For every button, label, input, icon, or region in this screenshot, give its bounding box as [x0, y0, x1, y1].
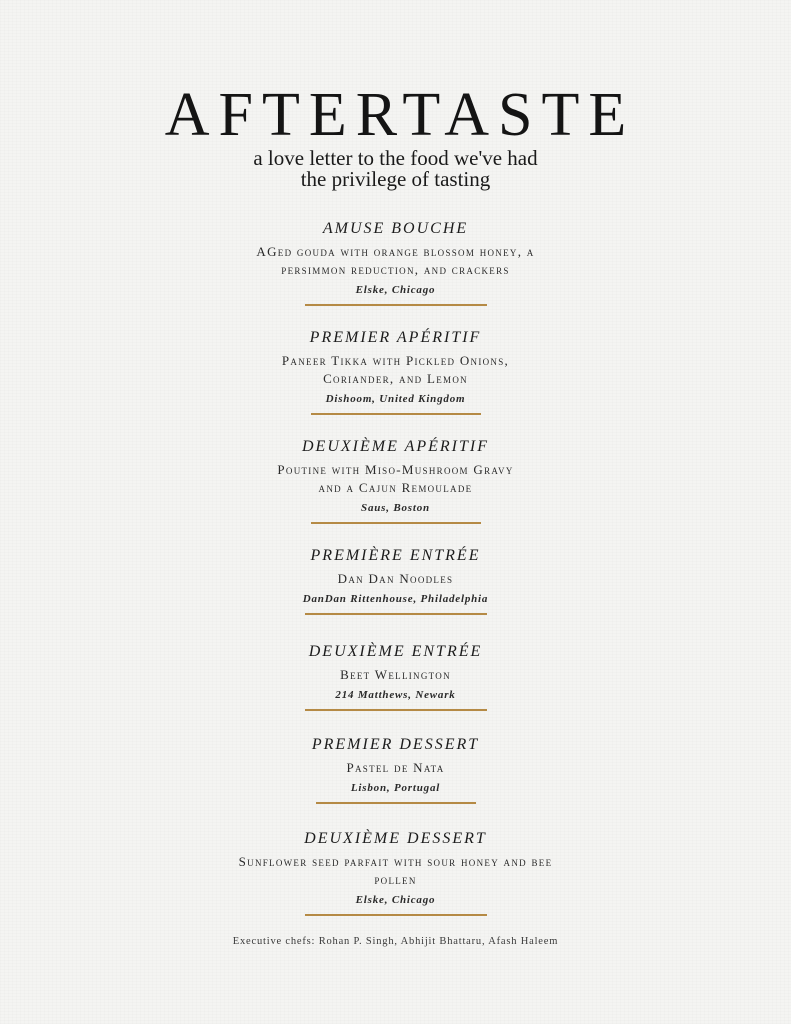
dish-line-1: Poutine with Miso-Mushroom Gravy	[277, 462, 514, 477]
course-title: DEUXIÈME ENTRÉE	[308, 643, 483, 660]
course-deuxieme-entree	[0, 642, 791, 711]
course-title: AMUSE BOUCHE	[322, 220, 469, 237]
course-premiere-entree	[0, 546, 791, 615]
gold-divider	[316, 802, 476, 804]
course-dish	[0, 666, 791, 684]
course-title: PREMIER DESSERT	[311, 736, 480, 753]
course-venue: Lisbon, Portugal	[350, 782, 441, 794]
course-venue: 214 Matthews, Newark	[335, 689, 456, 701]
course-deuxieme-dessert	[0, 829, 791, 916]
course-deuxieme-aperitif	[0, 437, 791, 524]
gold-divider	[311, 522, 481, 524]
gold-divider	[305, 613, 487, 615]
course-premier-dessert	[0, 735, 791, 804]
subtitle-line-1: a love letter to the food we've had	[253, 146, 538, 170]
dish-line-2: pollen	[374, 872, 417, 887]
course-venue: Elske, Chicago	[355, 894, 436, 906]
course-dish	[0, 853, 791, 889]
course-venue: Saus, Boston	[361, 502, 430, 514]
gold-divider	[305, 304, 487, 306]
dish-line-1: AGed gouda with orange blossom honey, a	[256, 244, 535, 259]
course-title: PREMIÈRE ENTRÉE	[310, 547, 481, 564]
dish-line-1: Beet Wellington	[340, 667, 451, 682]
gold-divider	[311, 413, 481, 415]
course-title: DEUXIÈME APÉRITIF	[302, 438, 489, 455]
dish-line-2: persimmon reduction, and crackers	[281, 262, 510, 277]
course-title: PREMIER APÉRITIF	[309, 329, 482, 346]
dish-line-2: and a Cajun Remoulade	[318, 480, 473, 495]
dish-line-2: Coriander, and Lemon	[323, 371, 468, 386]
course-title: DEUXIÈME DESSERT	[304, 830, 487, 847]
course-dish	[0, 243, 791, 279]
course-venue: Elske, Chicago	[355, 284, 436, 296]
dish-line-1: Sunflower seed parfait with sour honey and bee	[238, 854, 553, 869]
gold-divider	[305, 709, 487, 711]
gold-divider	[305, 914, 487, 916]
menu-title: AFTERTASTE	[164, 81, 636, 149]
dish-line-1: Dan Dan Noodles	[337, 571, 454, 586]
dish-line-1: Pastel de Nata	[346, 760, 445, 775]
course-venue: Dishoom, United Kingdom	[325, 393, 466, 405]
course-dish	[0, 759, 791, 777]
menu-subtitle	[0, 148, 791, 190]
executive-chefs-credit: Executive chefs: Rohan P. Singh, Abhijit Bhattaru, Afash Haleem	[232, 936, 559, 947]
course-dish	[0, 352, 791, 388]
course-venue: DanDan Rittenhouse, Philadelphia	[302, 593, 489, 605]
dish-line-1: Paneer Tikka with Pickled Onions,	[281, 353, 510, 368]
subtitle-line-2: the privilege of tasting	[300, 167, 491, 191]
course-dish	[0, 461, 791, 497]
course-amuse-bouche	[0, 219, 791, 306]
course-dish	[0, 570, 791, 588]
course-premier-aperitif	[0, 328, 791, 415]
